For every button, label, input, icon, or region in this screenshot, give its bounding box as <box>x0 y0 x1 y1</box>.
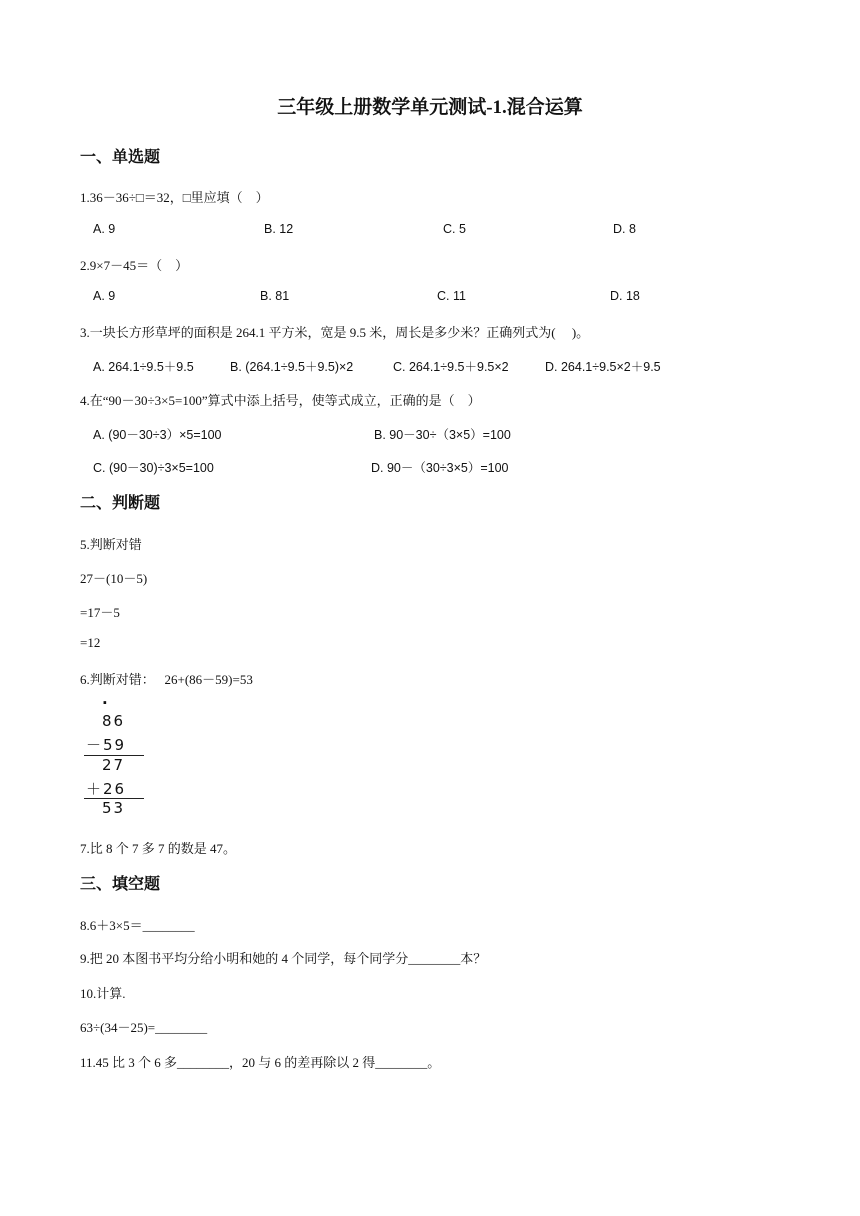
calc-sum: 53 <box>102 799 126 817</box>
q2-option-a: A. 9 <box>93 289 116 303</box>
q2-option-d: D. 18 <box>610 289 640 303</box>
question-4: 4.在“90－30÷3×5=100”算式中添上括号，使等式成立，正确的是（ ） <box>80 393 481 408</box>
q4-option-c: C. (90－30)÷3×5=100 <box>93 461 214 475</box>
question-1: 1.36－36÷□＝32，□里应填（ ） <box>80 190 269 205</box>
q3-option-b: B. (264.1÷9.5＋9.5)×2 <box>230 360 354 374</box>
calc-difference: 27 <box>102 756 126 774</box>
carry-dot: · <box>102 694 110 712</box>
calc-minuend: 86 <box>102 712 126 730</box>
question-7: 7.比 8 个 7 多 7 的数是 47。 <box>80 841 237 856</box>
q1-option-b: B. 12 <box>264 222 294 236</box>
calc-subtrahend: －59 <box>86 736 127 754</box>
question-6: 6.判断对错： 26+(86－59)=53 <box>80 672 253 687</box>
section-heading-single-choice: 一、单选题 <box>80 149 161 166</box>
question-3: 3.一块长方形草坪的面积是 264.1 平方米，宽是 9.5 米，周长是多少米？正确列式为( )。 <box>80 325 590 340</box>
q1-option-c: C. 5 <box>443 222 466 236</box>
question-10: 10.计算. <box>80 986 126 1001</box>
q4-option-d: D. 90－（30÷3×5）=100 <box>371 461 509 475</box>
q10-expression: 63÷(34－25)=________ <box>80 1020 208 1035</box>
calc-addend: ＋26 <box>86 780 127 798</box>
question-8: 8.6＋3×5＝________ <box>80 918 195 933</box>
q2-option-b: B. 81 <box>260 289 290 303</box>
q5-line-3: =12 <box>80 635 101 650</box>
question-5: 5.判断对错 <box>80 537 142 552</box>
q1-option-d: D. 8 <box>613 222 636 236</box>
question-2: 2.9×7－45＝（ ） <box>80 258 189 273</box>
q2-option-c: C. 11 <box>437 289 466 303</box>
q5-line-2: =17－5 <box>80 605 120 620</box>
q3-option-a: A. 264.1÷9.5＋9.5 <box>93 360 194 374</box>
vertical-calculation-figure <box>80 694 150 818</box>
question-11: 11.45 比 3 个 6 多________，20 与 6 的差再除以 2 得________。 <box>80 1055 441 1070</box>
section-heading-fill-in: 三、填空题 <box>80 876 161 893</box>
q5-line-1: 27－(10－5) <box>80 571 148 586</box>
q4-option-a: A. (90－30÷3）×5=100 <box>93 428 222 442</box>
question-9: 9.把 20 本图书平均分给小明和她的 4 个同学，每个同学分________本？ <box>80 951 487 966</box>
q3-option-c: C. 264.1÷9.5＋9.5×2 <box>393 360 509 374</box>
section-heading-true-false: 二、判断题 <box>80 495 161 512</box>
q1-option-a: A. 9 <box>93 222 116 236</box>
q3-option-d: D. 264.1÷9.5×2＋9.5 <box>545 360 661 374</box>
page-title: 三年级上册数学单元测试-1.混合运算 <box>277 97 583 118</box>
q4-option-b: B. 90－30÷（3×5）=100 <box>374 428 511 442</box>
